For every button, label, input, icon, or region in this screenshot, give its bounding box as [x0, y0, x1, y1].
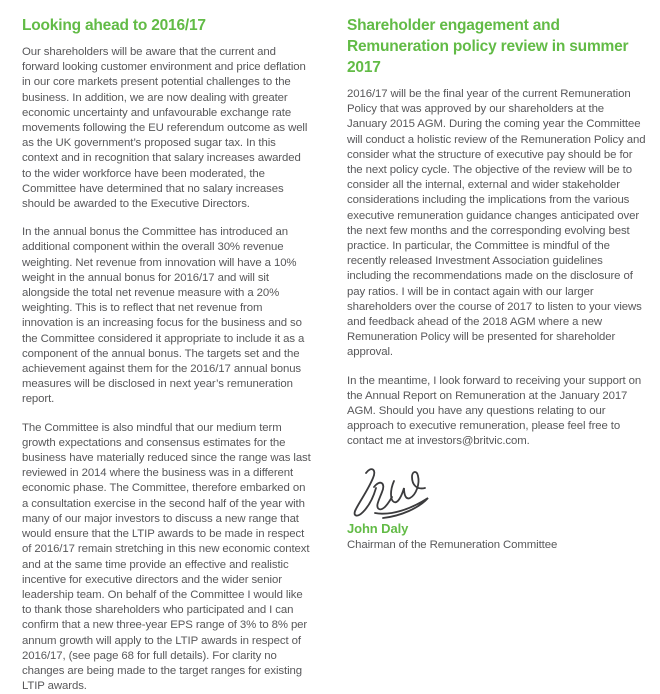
paragraph: The Committee is also mindful that our medium term growth expectations and consensus estimates for the business have materially reduced since the range was last reviewed in 2014 where the business was in a different economic phase. The Committee, therefore embarked on a consultation exercise in the second half of the year with many of our major investors to discuss a new range that would ensure that the LTIP awards to be made in respect of 2016/17 remain stretching in this new economic context and at the same time provide an effective and realistic incentive for executive directors and the wider senior leadership team. On behalf of the Committee I would like to thank those shareholders who participated and I can confirm that a new three-year EPS range of 3% to 8% per annum growth will apply to the LTIP awards in respect of 2016/17, (see page 68 for full details). For clarity no changes are being made to the target ranges for existing LTIP awards. [22, 421, 311, 693]
left-column [22, 15, 311, 693]
paragraph: In the annual bonus the Committee has introduced an additional component within the overall 30% revenue weighting. Net revenue from innovation will have a 10% weight in the annual bonus for 2016/17 and will sit alongside the total net revenue measure with a 20% weighting. This is to reflect that net revenue from innovation is an increasing focus for the business and so the Committee considered it appropriate to include it as a component of the annual bonus. The targets set and the achievement against them for the 2016/17 annual bonus measures will be disclosed in next year’s remuneration report. [22, 226, 305, 406]
paragraph: In the meantime, I look forward to receiving your support on the Annual Report on Remuneration at the January 2017 AGM. Should you have any questions relating to our approach to executive remuneration, please feel free to contact me at investors@britvic.com. [347, 374, 642, 448]
right-column [347, 15, 646, 584]
signatory-title: Chairman of the Remuneration Committee [347, 538, 558, 551]
paragraph: 2016/17 will be the final year of the current Remuneration Policy that was approved by our shareholders at the January 2015 AGM. During the coming year the Committee will conduct a holistic review of the Remuneration Policy and consider what the structure of executive pay should be for the next policy cycle. The objective of the review will be to consider all the internal, external and wider stakeholder considerations including the implications from the various executive remuneration guidance changes anticipated over the next few months and the corresponding evolving best practice. In particular, the Committee is mindful of the recently released Investment Association guidelines including the recommendations made on the disclosure of pay ratios. I will be in contact again with our larger shareholders over the course of 2017 to listen to your views and feedback ahead of the 2018 AGM where a new Remuneration Policy will be presented for shareholder approval. [347, 88, 646, 359]
right-section-heading: Shareholder engagement and Remuneration policy review in summer 2017 [347, 17, 629, 76]
signature-block [347, 463, 646, 553]
signatory-name: John Daly [347, 520, 409, 536]
left-section-heading: Looking ahead to 2016/17 [22, 17, 206, 34]
signature-image [349, 463, 437, 519]
paragraph: Our shareholders will be aware that the current and forward looking customer environment and price deflation in our core markets present potential challenges to the business. In addition, we are now dealing with greater economic uncertainty and unfavourable exchange rate movements following the EU referendum outcome as well as the UK government’s proposed sugar tax. In this context and in recognition that salary increases awarded to the wider workforce have been moderated, the Committee have determined that no salary increases should be awarded to the Executive Directors. [22, 46, 308, 211]
